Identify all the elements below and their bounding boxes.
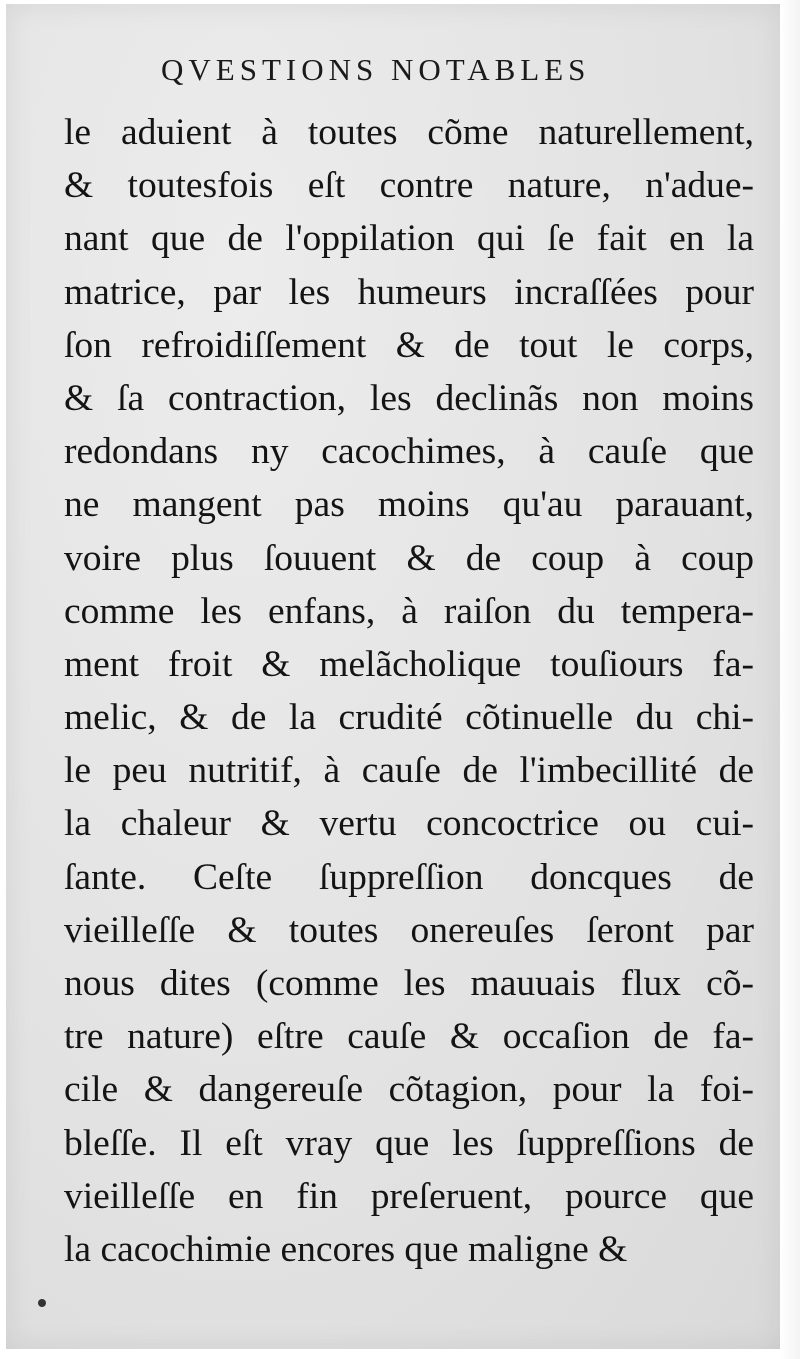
running-head: QVESTIONS NOTABLES bbox=[161, 52, 591, 87]
text-line: ment froit & melãcholique touſiours fa- bbox=[64, 643, 754, 685]
text-line: nous dites (comme les mauuais flux cõ- bbox=[64, 963, 754, 1004]
text-line: melic, & de la crudité cõtinuelle du chi- bbox=[64, 697, 754, 739]
text-line: ſon refroidiſſement & de tout le corps, bbox=[64, 324, 754, 366]
text-line: la cacochimie encores que maligne & bbox=[64, 1228, 628, 1270]
text-line: le peu nutritif, à cauſe de l'imbecillité de bbox=[64, 750, 754, 792]
text-line: nant que de l'oppilation qui ſe fait en la bbox=[64, 218, 754, 260]
text-line: la chaleur & vertu concoctrice ou cui- bbox=[64, 803, 754, 845]
ink-spot bbox=[38, 1299, 46, 1307]
text-line: le aduient à toutes cõme naturellement, bbox=[64, 112, 754, 153]
text-line: vieilleſſe en fin preſeruent, pource que bbox=[64, 1175, 754, 1217]
text-line: matrice, par les humeurs incraſſées pour bbox=[64, 271, 754, 313]
text-line: comme les enfans, à raiſon du tempera- bbox=[64, 590, 754, 632]
text-line: & ſa contraction, les declinãs non moins bbox=[64, 377, 754, 419]
text-line: cile & dangereuſe cõtagion, pour la foi- bbox=[64, 1069, 754, 1111]
text-line: voire plus ſouuent & de coup à coup bbox=[64, 537, 754, 579]
text-line: tre nature) eſtre cauſe & occaſion de fa- bbox=[64, 1016, 754, 1058]
text-line: ne mangent pas moins qu'au parauant, bbox=[64, 484, 754, 526]
page-edge bbox=[780, 0, 800, 1359]
text-line: & toutesfois eſt contre nature, n'adue- bbox=[64, 165, 754, 207]
text-line: ſante. Ceſte ſuppreſſion doncques de bbox=[64, 856, 754, 898]
text-line: redondans ny cacochimes, à cauſe que bbox=[64, 431, 754, 473]
book-page bbox=[6, 4, 781, 1349]
text-line: vieilleſſe & toutes onereuſes ſeront par bbox=[64, 909, 754, 951]
text-line: bleſſe. Il eſt vray que les ſuppreſſions de bbox=[64, 1122, 754, 1164]
body-text bbox=[64, 106, 754, 1276]
